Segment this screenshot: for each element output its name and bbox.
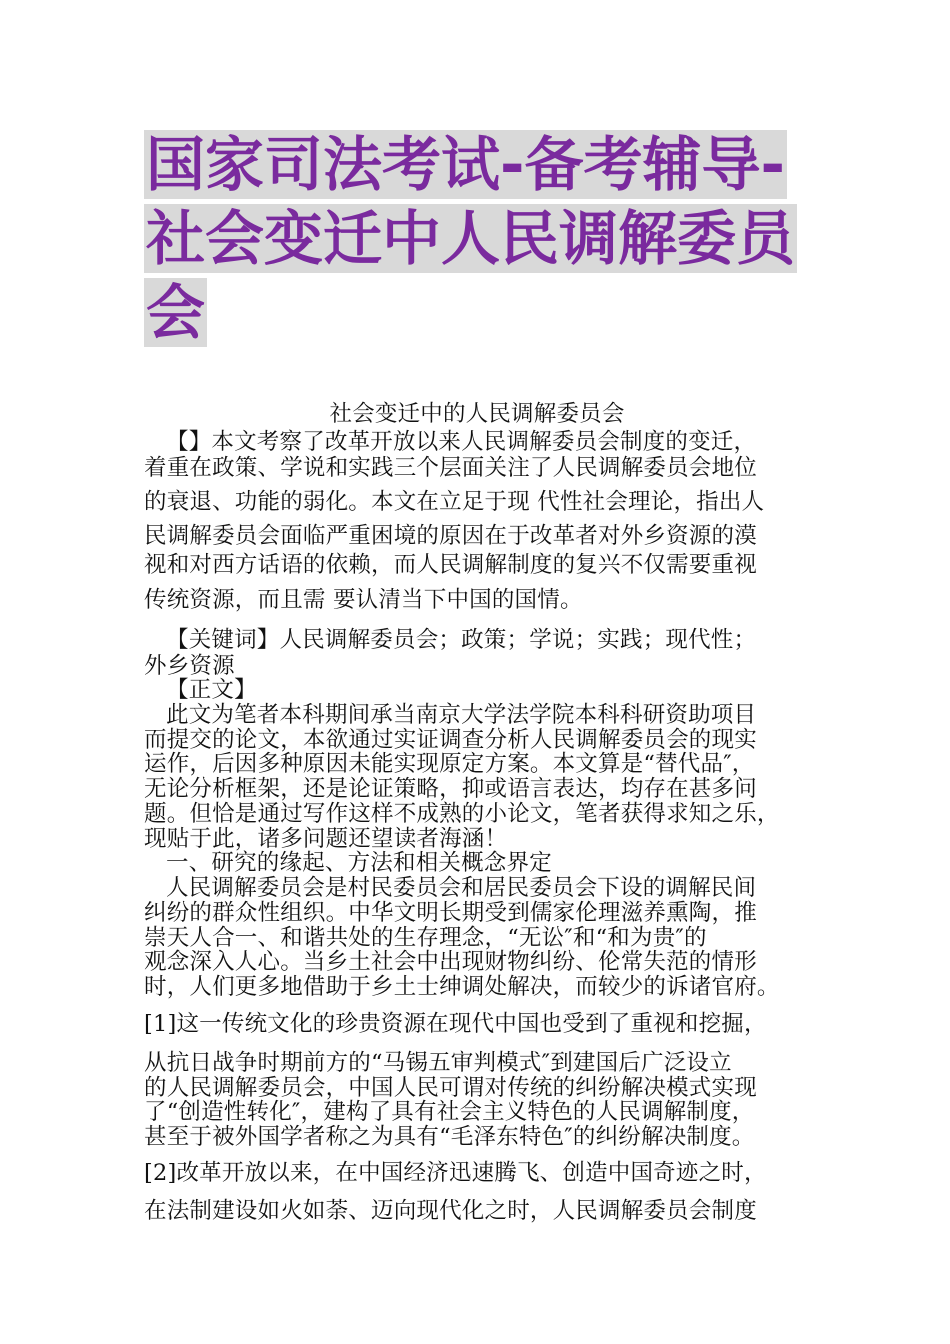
keywords-line: 【关键词】人民调解委员会；政策；学说；实践；现代性； <box>166 627 757 653</box>
body-line: 的人民调解委员会，中国人民可谓对传统的纠纷解决模式实现 <box>144 1075 757 1101</box>
abstract-line: 视和对西方话语的依赖，而人民调解制度的复兴不仅需要重视 <box>144 552 757 578</box>
body-line: [2]改革开放以来，在中国经济迅速腾飞、创造中国奇迹之时， <box>144 1160 767 1186</box>
section-heading: 一、研究的缘起、方法和相关概念界定 <box>166 850 552 876</box>
body-line: 题。但恰是通过写作这样不成熟的小论文，笔者获得求知之乐， <box>144 801 780 827</box>
document-title <box>144 128 824 350</box>
body-line: 纠纷的群众性组织。中华文明长期受到儒家伦理滋养熏陶，推 <box>144 900 757 926</box>
section-label: 【正文】 <box>166 677 257 703</box>
body-line: 现贴于此，诸多问题还望读者海涵！ <box>144 826 508 852</box>
title-line-2: 社会变迁中人民调解委员 <box>146 204 796 273</box>
body-line: 在法制建设如火如荼、迈向现代化之时，人民调解委员会制度 <box>144 1198 757 1224</box>
body-line: 甚至于被外国学者称之为具有“毛泽东特色″的纠纷解决制度。 <box>144 1124 755 1150</box>
body-line: 从抗日战争时期前方的“马锡五审判模式″到建国后广泛设立 <box>144 1050 732 1076</box>
body-line: 无论分析框架，还是论证策略，抑或语言表达，均存在甚多问 <box>144 776 757 802</box>
abstract-line: 【】本文考察了改革开放以来人民调解委员会制度的变迁， <box>166 429 757 455</box>
article-subtitle: 社会变迁中的人民调解委员会 <box>329 401 625 427</box>
keywords-line: 外乡资源 <box>144 653 235 679</box>
body-line: 时，人们更多地借助于乡土士绅调处解决，而较少的诉诸官府。 <box>144 974 780 1000</box>
body-line: 此文为笔者本科期间承当南京大学法学院本科科研资助项目 <box>166 702 757 728</box>
abstract-line: 民调解委员会面临严重困境的原因在于改革者对外乡资源的漠 <box>144 523 757 549</box>
body-line: 观念深入人心。当乡土社会中出现财物纠纷、伦常失范的情形 <box>144 949 757 975</box>
abstract-line: 传统资源，而且需 要认清当下中国的国情。 <box>144 587 583 613</box>
body-line: [1]这一传统文化的珍贵资源在现代中国也受到了重视和挖掘， <box>144 1011 767 1037</box>
abstract-line: 的衰退、功能的弱化。本文在立足于现 代性社会理论，指出人 <box>144 489 765 515</box>
abstract-line: 着重在政策、学说和实践三个层面关注了人民调解委员会地位 <box>144 455 757 481</box>
title-line-3: 会 <box>146 278 206 347</box>
body-line: 运作，后因多种原因未能实现原定方案。本文算是“替代品″， <box>144 751 755 777</box>
body-line: 而提交的论文，本欲通过实证调查分析人民调解委员会的现实 <box>144 727 757 753</box>
body-line: 崇天人合一、和谐共处的生存理念，“无讼″和“和为贵″的 <box>144 925 707 951</box>
title-line-1: 国家司法考试-备考辅导- <box>146 130 785 199</box>
body-line: 人民调解委员会是村民委员会和居民委员会下设的调解民间 <box>166 875 757 901</box>
body-line: 了“创造性转化″，建构了具有社会主义特色的人民调解制度， <box>144 1099 755 1125</box>
